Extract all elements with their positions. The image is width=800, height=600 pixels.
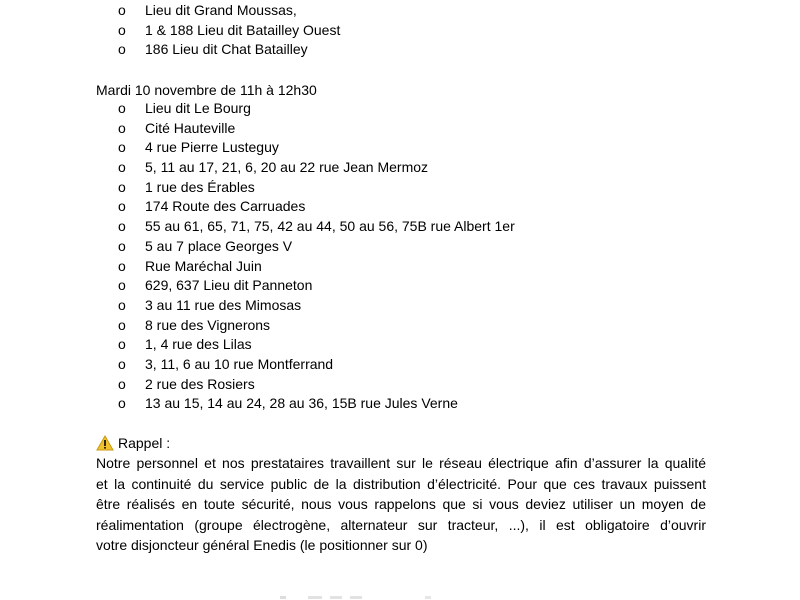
list-item xyxy=(118,335,515,355)
list-item xyxy=(118,355,515,375)
rappel-line: et la continuité du service public de la distribution d’électricité. Pour que ces travaux puissent xyxy=(96,475,706,492)
list-item-text: 4 rue Pierre Lusteguy xyxy=(145,139,279,156)
list-item-text: 1 rue des Érables xyxy=(145,178,255,195)
rappel-paragraph xyxy=(96,453,706,556)
bullet-marker: o xyxy=(118,375,126,392)
list-item-text: 5, 11 au 17, 21, 6, 20 au 22 rue Jean Mermoz xyxy=(145,159,429,176)
list-item xyxy=(118,316,515,336)
list-item-text: 5 au 7 place Georges V xyxy=(145,237,293,254)
bullet-marker: o xyxy=(118,21,126,38)
rappel-line: réalimentation (groupe électrogène, alternateur sur tracteur, ...), il est obligatoire d’ouvrir xyxy=(96,516,706,533)
list-item-text: 629, 637 Lieu dit Panneton xyxy=(145,277,313,294)
list-item xyxy=(118,138,515,158)
bullet-marker: o xyxy=(118,257,126,274)
list-item-text: 186 Lieu dit Chat Batailley xyxy=(145,41,308,58)
bullet-marker: o xyxy=(118,159,126,176)
list-item xyxy=(118,99,515,119)
address-list-previous xyxy=(118,1,340,60)
address-list-mardi xyxy=(118,99,515,414)
list-item xyxy=(118,237,515,257)
bullet-marker: o xyxy=(118,237,126,254)
list-item xyxy=(118,375,515,395)
list-item xyxy=(118,178,515,198)
rappel-line: votre disjoncteur général Enedis (le positionner sur 0) xyxy=(96,537,428,553)
list-item xyxy=(118,197,515,217)
list-item xyxy=(118,276,515,296)
bullet-marker: o xyxy=(118,139,126,156)
list-item-text: 1 & 188 Lieu dit Batailley Ouest xyxy=(145,21,341,38)
list-item xyxy=(118,21,340,41)
list-item xyxy=(118,119,515,139)
bullet-marker: o xyxy=(118,277,126,294)
bullet-marker: o xyxy=(118,178,126,195)
list-item-text: Rue Maréchal Juin xyxy=(145,257,262,274)
list-item-text: 13 au 15, 14 au 24, 28 au 36, 15B rue Jules Verne xyxy=(145,395,458,412)
bullet-marker: o xyxy=(118,316,126,333)
list-item-text: 8 rue des Vignerons xyxy=(145,316,271,333)
list-item-text: Cité Hauteville xyxy=(145,119,236,136)
bullet-marker: o xyxy=(118,395,126,412)
rappel-title: Rappel : xyxy=(118,435,171,451)
section-heading: Mardi 10 novembre de 11h à 12h30 xyxy=(96,82,317,98)
list-item xyxy=(118,40,340,60)
bullet-marker: o xyxy=(118,100,126,116)
list-item xyxy=(118,394,515,414)
bullet-marker: o xyxy=(118,218,126,235)
list-item-text: Lieu dit Le Bourg xyxy=(145,100,251,116)
bullet-marker: o xyxy=(118,2,126,18)
bullet-marker: o xyxy=(118,198,126,215)
list-item xyxy=(118,257,515,277)
rappel-line: être réalisés en toute sécurité, nous vous rappelons que si vous deviez utiliser un moyen de xyxy=(96,496,706,512)
list-item-text: 174 Route des Carruades xyxy=(145,198,306,215)
list-item xyxy=(118,1,340,21)
list-item xyxy=(118,158,515,178)
rappel-line: Notre personnel et nos prestataires travaillent sur le réseau électrique afin d’assurer la qualité xyxy=(96,455,706,471)
list-item xyxy=(118,217,515,237)
list-item xyxy=(118,296,515,316)
bullet-marker: o xyxy=(118,119,126,136)
list-item-text: 3, 11, 6 au 10 rue Montferrand xyxy=(145,355,334,372)
list-item-text: 2 rue des Rosiers xyxy=(145,375,255,392)
list-item-text: Lieu dit Grand Moussas, xyxy=(145,2,297,18)
warning-icon xyxy=(96,435,114,451)
list-item-text: 1, 4 rue des Lilas xyxy=(145,336,252,353)
bullet-marker: o xyxy=(118,41,126,58)
list-item-text: 55 au 61, 65, 71, 75, 42 au 44, 50 au 56, 75B rue Albert 1er xyxy=(145,218,515,235)
bullet-marker: o xyxy=(118,336,126,353)
list-item-text: 3 au 11 rue des Mimosas xyxy=(145,296,302,313)
rappel-heading xyxy=(96,433,170,453)
footer-marks xyxy=(270,590,470,600)
bullet-marker: o xyxy=(118,296,126,313)
bullet-marker: o xyxy=(118,355,126,372)
